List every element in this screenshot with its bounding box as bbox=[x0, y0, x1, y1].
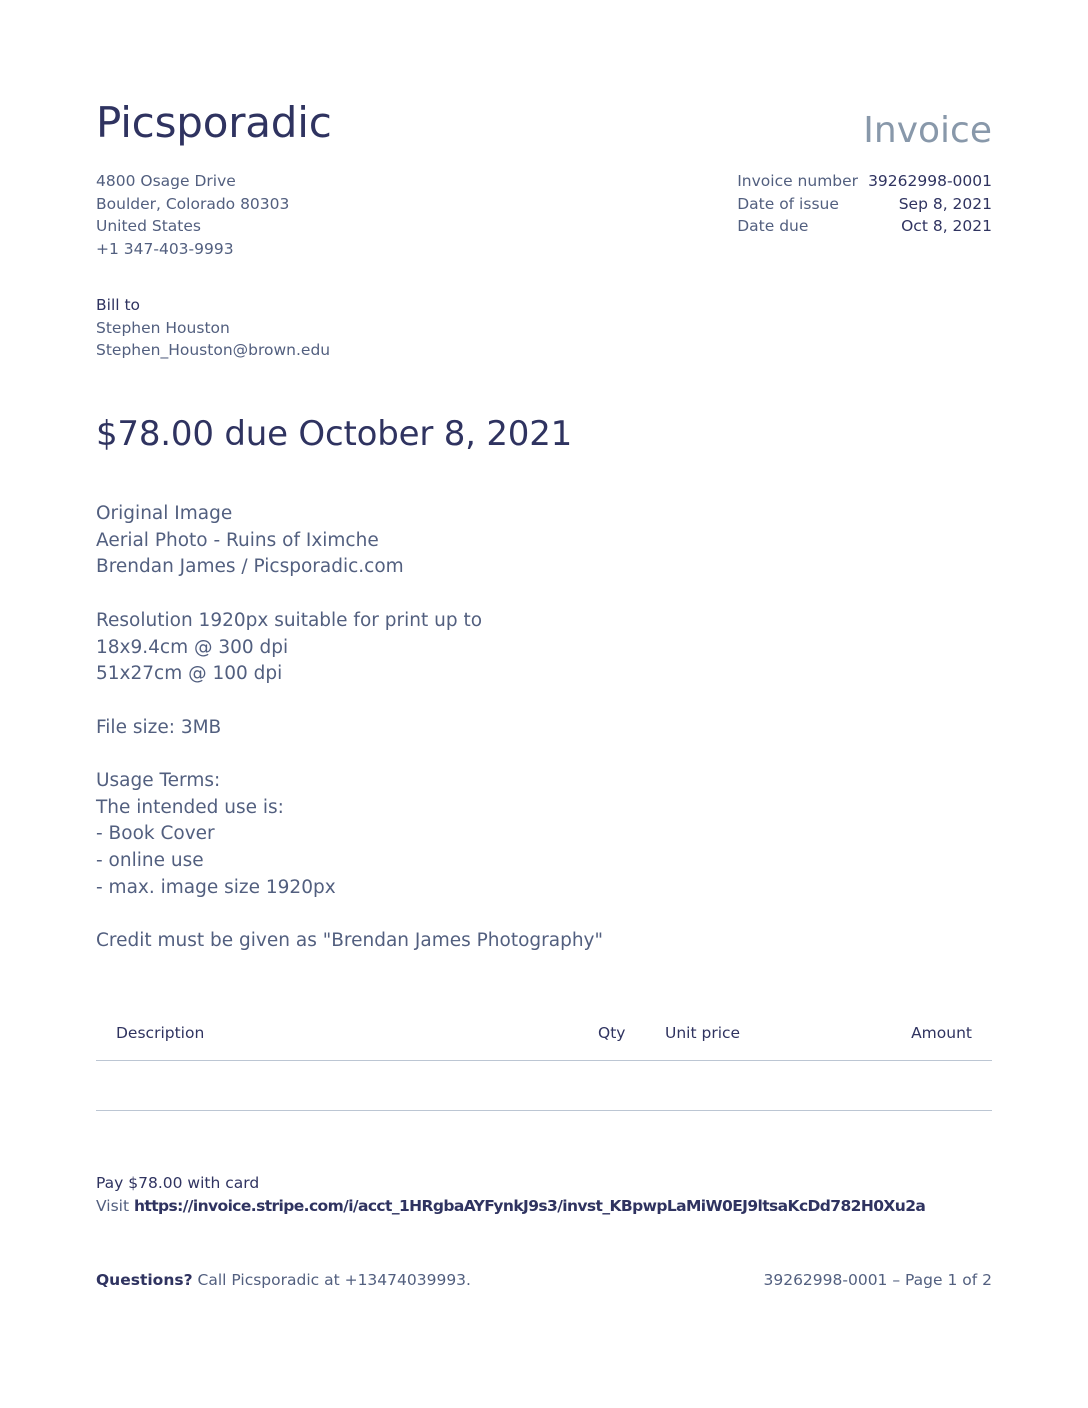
invoice-memo: Original Image Aerial Photo - Ruins of Iximche Brendan James / Picsporadic.com Resolution 1920px suitable for print up to 18x9.4cm @ 300 dpi 51x27cm @ 100 dpi File size: 3MB Usage Terms: The intended use is: - Book Cover - online use - max. image size 1920px Credit must be given as "Brendan James Photography" bbox=[96, 503, 604, 952]
amount-due-headline: $78.00 due October 8, 2021 bbox=[96, 414, 573, 454]
visit-label: Visit bbox=[96, 1196, 130, 1215]
column-header-qty: Qty bbox=[598, 1024, 626, 1042]
brand-name: Picsporadic bbox=[96, 98, 332, 147]
document-title: Invoice bbox=[863, 110, 992, 151]
due-date-label: Date due bbox=[737, 217, 809, 236]
invoice-number-value: 39262998-0001 bbox=[868, 172, 992, 190]
invoice-meta bbox=[737, 170, 992, 238]
payment-link[interactable]: https://invoice.stripe.com/i/acct_1HRgbaAYFynkJ9s3/invst_KBpwpLaMiW0EJ9ltsaKcDd782H0Xu2a bbox=[133, 1196, 926, 1215]
column-header-unit-price: Unit price bbox=[665, 1024, 741, 1042]
table-bottom-divider bbox=[96, 1110, 992, 1111]
footer-questions bbox=[96, 1271, 471, 1289]
questions-label: Questions? bbox=[96, 1271, 193, 1289]
payment-link-line bbox=[96, 1195, 925, 1218]
address-line: 4800 Osage Drive bbox=[96, 172, 236, 190]
column-header-description: Description bbox=[116, 1024, 205, 1042]
payment-section bbox=[96, 1172, 925, 1217]
page-info: 39262998-0001 – Page 1 of 2 bbox=[763, 1271, 992, 1289]
address-line: Boulder, Colorado 80303 bbox=[96, 194, 290, 213]
invoice-number-label: Invoice number bbox=[737, 172, 859, 190]
questions-text: Call Picsporadic at +13474039993. bbox=[197, 1271, 471, 1289]
issue-date-value: Sep 8, 2021 bbox=[898, 194, 992, 213]
seller-address bbox=[96, 170, 289, 261]
issue-date-label: Date of issue bbox=[737, 194, 839, 213]
table-header-divider bbox=[96, 1060, 992, 1061]
bill-to bbox=[96, 294, 330, 362]
column-header-amount: Amount bbox=[911, 1024, 972, 1042]
bill-to-label: Bill to bbox=[96, 296, 141, 314]
payment-title: Pay $78.00 with card bbox=[96, 1174, 260, 1192]
due-date-value: Oct 8, 2021 bbox=[901, 217, 992, 236]
bill-to-email: Stephen_Houston@brown.edu bbox=[96, 341, 331, 360]
address-line: United States bbox=[96, 217, 201, 236]
seller-phone: +1 347-403-9993 bbox=[96, 240, 234, 259]
bill-to-name: Stephen Houston bbox=[96, 318, 230, 337]
